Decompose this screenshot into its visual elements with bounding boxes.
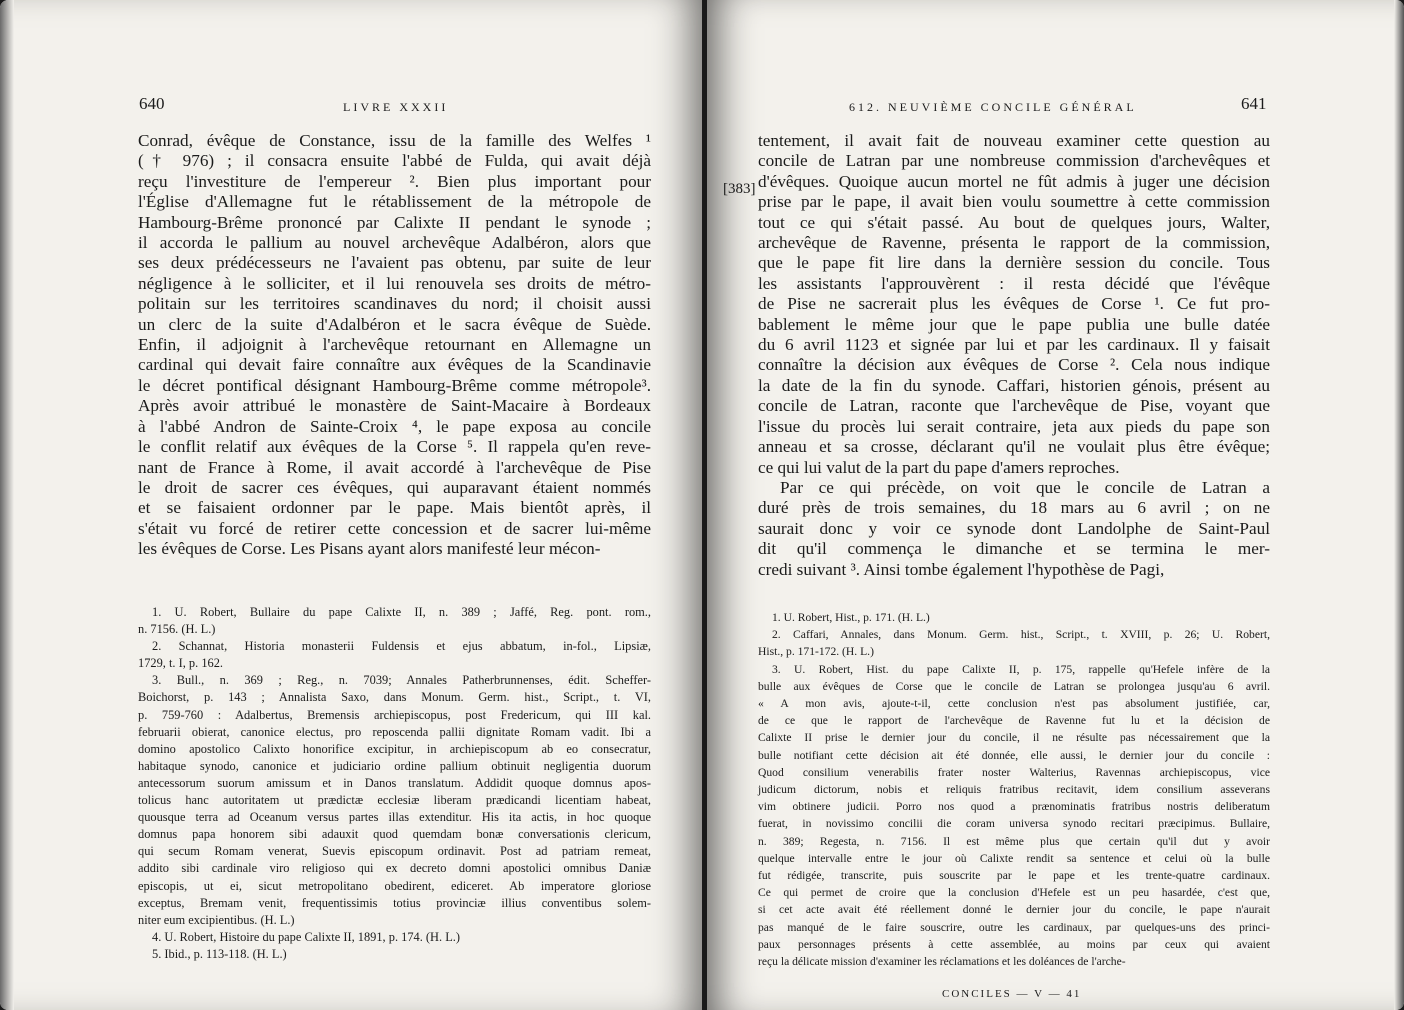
footnote-line: exceptus, Bremam venit, frequentissimis totius provinciæ illius conventibus solem- [138, 895, 651, 910]
body-line: à l'abbé Andron de Sainte-Croix ⁴, le pape exposa au concile [138, 416, 651, 436]
body-line: reçu l'investiture de l'empereur ². Bien plus important pour [138, 171, 651, 191]
body-line: du 6 avril 1123 et signée par lui et par les cardinaux. Il y faisait [758, 335, 1270, 355]
footnote-line: 1. U. Robert, Hist., p. 171. (H. L.) [772, 611, 930, 624]
body-line: Par ce qui précède, on voit que le concile de Latran a [780, 477, 1270, 497]
body-line: tentement, il avait fait de nouveau examiner cette question au [758, 131, 1270, 150]
body-line: l'Église d'Allemagne fut le rétablissement de la métropole de [138, 192, 651, 212]
body-line: négligence à le solliciter, et il lui renouvela ses droits de métro- [138, 273, 651, 293]
body-line: la date de la fin du synode. Caffari, historien génois, présent au [758, 375, 1270, 395]
footnotes [138, 604, 651, 963]
body-line: anneau et sa crosse, déclarant qu'il ne voulait plus être évêque; [758, 437, 1270, 457]
page-number: 640 [139, 94, 165, 113]
body-line: d'évêques. Quoique aucun mortel ne fût admis à juger une décision [758, 171, 1270, 191]
footnote-line: habitaque synodo, canonice et judiciario ordine pallium obtinuit negligentia duorum [138, 758, 651, 773]
footnote-line: n. 389; Regesta, n. 7156. Il est même plus que certain qu'il dut y avoir [758, 834, 1270, 848]
body-line: concile de Latran, raconte que l'archevêque de Pise, voyant que [758, 396, 1270, 416]
signature-mark: CONCILES — V — 41 [942, 988, 1082, 1000]
body-line: le droit de sacrer ces évêques, qui auparavant étaient nommés [138, 477, 651, 497]
body-line: que le pape fit lire dans la dernière session du concile. Tous [758, 253, 1270, 273]
body-line: credi suivant ³. Ainsi tombe également l'hypothèse de Pagi, [758, 559, 1165, 579]
body-text [758, 131, 1270, 580]
footnote-line: Calixte II prise le dernier jour du concile, il ne résulte pas nécessairement que la [758, 731, 1270, 745]
body-line: († 976) ; il consacra ensuite l'abbé de Fulda, qui avait déjà [138, 151, 651, 171]
body-line: les assistants l'approuvèrent : il resta décidé que l'évêque [758, 273, 1270, 293]
footnote-line: Boichorst, p. 143 ; Annalista Saxo, dans Monum. Germ. hist., Script., t. VI, [138, 690, 651, 705]
footnote-line: quousque terra ad Oceanum versus partes illas extenditur. His ita actis, in hoc quoque [138, 810, 651, 825]
body-line: connaître la décision aux évêques de Corse ². Cela nous indique [758, 355, 1270, 375]
footnote-line: 2. Caffari, Annales, dans Monum. Germ. hist., Script., t. XVIII, p. 26; U. Robert, [772, 628, 1270, 642]
footnote-line: februarii obierat, canonice electus, pro reposcenda pallii dignitate Romam vadit. Ibi a [138, 724, 651, 739]
footnote-line: Ce qui permet de croire que la conclusion d'Hefele est un peu hasardée, c'est que, [758, 886, 1270, 900]
footnote-line: 4. U. Robert, Histoire du pape Calixte II, 1891, p. 174. (H. L.) [152, 929, 460, 944]
body-line: et se faisaient ordonner par le pape. Mais bientôt après, il [138, 498, 651, 518]
footnote-line: 1. U. Robert, Bullaire du pape Calixte II, n. 389 ; Jaffé, Reg. pont. rom., [152, 605, 651, 619]
footnote-line: judicum dictorum, nobis et reliquis fratribus recitavit, idem consilium asseverans [758, 783, 1270, 797]
page-edge [1394, 0, 1404, 1010]
footnote-line: tolicus hanc autoritatem ut prædictæ ecclesiæ liberam prædicandi licentiam habeat, [138, 793, 651, 808]
body-line: bablement le même jour que le pape publia une bulle datée [758, 314, 1270, 334]
footnote-line: bulle notifiant cette décision ait été donnée, elle aussi, le dernier jour du concile : [758, 748, 1270, 762]
body-line: concile de Latran par une nombreuse commission d'archevêques et [758, 151, 1270, 171]
footnote-line: niter eum excipientibus. (H. L.) [138, 912, 295, 927]
body-line: l'issue du procès lui serait contraire, jeta aux pieds du pape son [758, 416, 1270, 436]
footnote-line: de ce que le rapport de l'archevêque de Ravenne fut lu et la décision de [758, 714, 1270, 728]
footnote-line: fut rédigée, transcrite, puis souscrite par le pape et les trente-quatre cardinaux. [758, 869, 1270, 883]
footnote-line: 5. Ibid., p. 113-118. (H. L.) [152, 946, 287, 961]
body-line: le conflit relatif aux évêques de la Corse ⁵. Il rappela qu'en reve- [138, 437, 651, 457]
body-line: nant de France à Rome, il avait accordé à l'archevêque de Pise [138, 457, 651, 477]
body-line: Hambourg-Brême prononcé par Calixte II pendant le synode ; [138, 212, 651, 232]
footnote-line: quelque intervalle entre le jour où Calixte rendit sa sentence et celui où la bulle [758, 851, 1270, 865]
footnote-line: si cet acte avait été réellement donné le dernier jour du concile, le pape n'aurait [758, 903, 1270, 917]
footnote-line: qui secum Romam venerat, Suevis episcopum ordinavit. Post ad patriam remeat, [138, 844, 651, 859]
footnote-line: bulle aux évêques de Corse que le concile de Latran se prolongea jusqu'au 6 avril. [758, 679, 1270, 693]
body-line: ce qui lui valut de la part du pape d'amers reproches. [758, 457, 1120, 477]
body-line: tout ce qui s'était passé. Au bout de quelques jours, Walter, [758, 212, 1270, 232]
body-line: les évêques de Corse. Les Pisans ayant alors manifesté leur mécon- [138, 539, 601, 559]
body-line: archevêque de Ravenne, présenta le rapport de la commission, [758, 233, 1270, 253]
body-line: le décret pontifical désignant Hambourg-Brême comme métropole³. [138, 375, 651, 395]
footnote-line: Hist., p. 171-172. (H. L.) [758, 645, 874, 659]
body-line: s'était vu forcé de retirer cette concession et de sacrer lui-même [138, 518, 651, 538]
body-line: un clerc de la suite d'Adalbéron et le sacra évêque de Suède. [138, 314, 651, 334]
body-text [138, 131, 651, 560]
footnote-line: n. 7156. (H. L.) [138, 622, 216, 637]
page-edge [0, 0, 14, 1010]
footnote-line: « A mon avis, ajoute-t-il, cette conclusion n'est pas absolument justifiée, car, [758, 697, 1270, 711]
footnote-line: vim obtinere judicii. Porro nos quod a prænominatis fratribus nostris deliberatum [758, 800, 1270, 814]
footnote-line: Quod consilium venerabilis frater noster Walterius, Ravennas archiepiscopus, vice [758, 765, 1270, 779]
body-line: il accorda le pallium au nouvel archevêque Adalbéron, alors que [138, 233, 651, 253]
body-line: ses deux prédécesseurs ne l'avaient pas obtenu, par suite de leur [138, 253, 651, 273]
footnote-line: pas manqué de le faire souscrire, outre les cardinaux, par quelques-uns des princi- [758, 920, 1270, 934]
footnote-line: 3. Bull., n. 369 ; Reg., n. 7039; Annales Patherbrunnenses, édit. Scheffer- [152, 673, 651, 688]
footnote-line: paux personnages présents à cette assemblée, au moins par ceux qui avaient [758, 937, 1270, 951]
footnote-line: reçu la délicate mission d'examiner les réclamations et les doléances de l'arche- [758, 955, 1126, 969]
footnote-line: domino apostolico Calixto honorifice excipitur, in archiepiscopum ab eo consecratur, [138, 741, 651, 756]
right-page [707, 0, 1404, 1010]
running-head: LIVRE XXXII [343, 100, 449, 114]
footnote-line: fuerat, in novissimo concilii die coram universa synodo recitari præcipimus. Bullaire, [758, 817, 1270, 831]
body-line: cardinal qui devait faire connaître aux évêques de la Scandinavie [138, 355, 651, 375]
body-line: Après avoir attribué le monastère de Saint-Macaire à Bordeaux [138, 396, 651, 416]
body-line: Enfin, il adjoignit à l'archevêque retournant en Allemagne un [138, 335, 651, 355]
footnote-line: domnus papa honorem sibi adauxit quod quemdam bonæ conversationis clericum, [138, 827, 651, 842]
footnotes [758, 609, 1270, 970]
body-line: dit qu'il commença le dimanche et se termina le mer- [758, 539, 1270, 559]
footnote-line: 3. U. Robert, Hist. du pape Calixte II, p. 175, rappelle qu'Hefele infère de la [772, 662, 1270, 676]
body-line: Conrad, évêque de Constance, issu de la famille des Welfes ¹ [138, 131, 651, 150]
footnote-line: 2. Schannat, Historia monasterii Fuldensis et ejus abbatum, in-fol., Lipsiæ, [152, 639, 651, 654]
footnote-line: 1729, t. I, p. 162. [138, 656, 224, 671]
margin-reference: [383] [723, 181, 756, 197]
footnote-line: episcopis, ut ei, sicut metropolitano obedirent, ediceret. Ab imperatore gloriose [138, 878, 651, 893]
footnote-line: antecessorum suorum amissum et in Danos translatum. Addidit quoque domnus apos- [138, 775, 651, 790]
body-line: prise par le pape, il avait bien voulu soumettre à cette commission [758, 192, 1270, 212]
footnote-line: p. 759-760 : Adalbertus, Bremensis archiepiscopus, post Fredericum, qui III kal. [138, 707, 651, 722]
body-line: duré près de trois semaines, du 18 mars au 6 avril ; on ne [758, 498, 1270, 518]
body-line: de Pise ne sacrerait plus les évêques de Corse ¹. Ce fut pro- [758, 294, 1270, 314]
running-head: 612. NEUVIÈME CONCILE GÉNÉRAL [849, 100, 1137, 114]
footnote-line: addito sibi cardinale viro religioso qui ex decreto domni apostolici omnibus Daniæ [138, 861, 651, 876]
body-line: politain sur les territoires scandinaves du nord; il choisit aussi [138, 294, 651, 314]
page-number: 641 [1241, 94, 1267, 113]
body-line: saurait donc y voir ce synode dont Landolphe de Saint-Paul [758, 518, 1270, 538]
